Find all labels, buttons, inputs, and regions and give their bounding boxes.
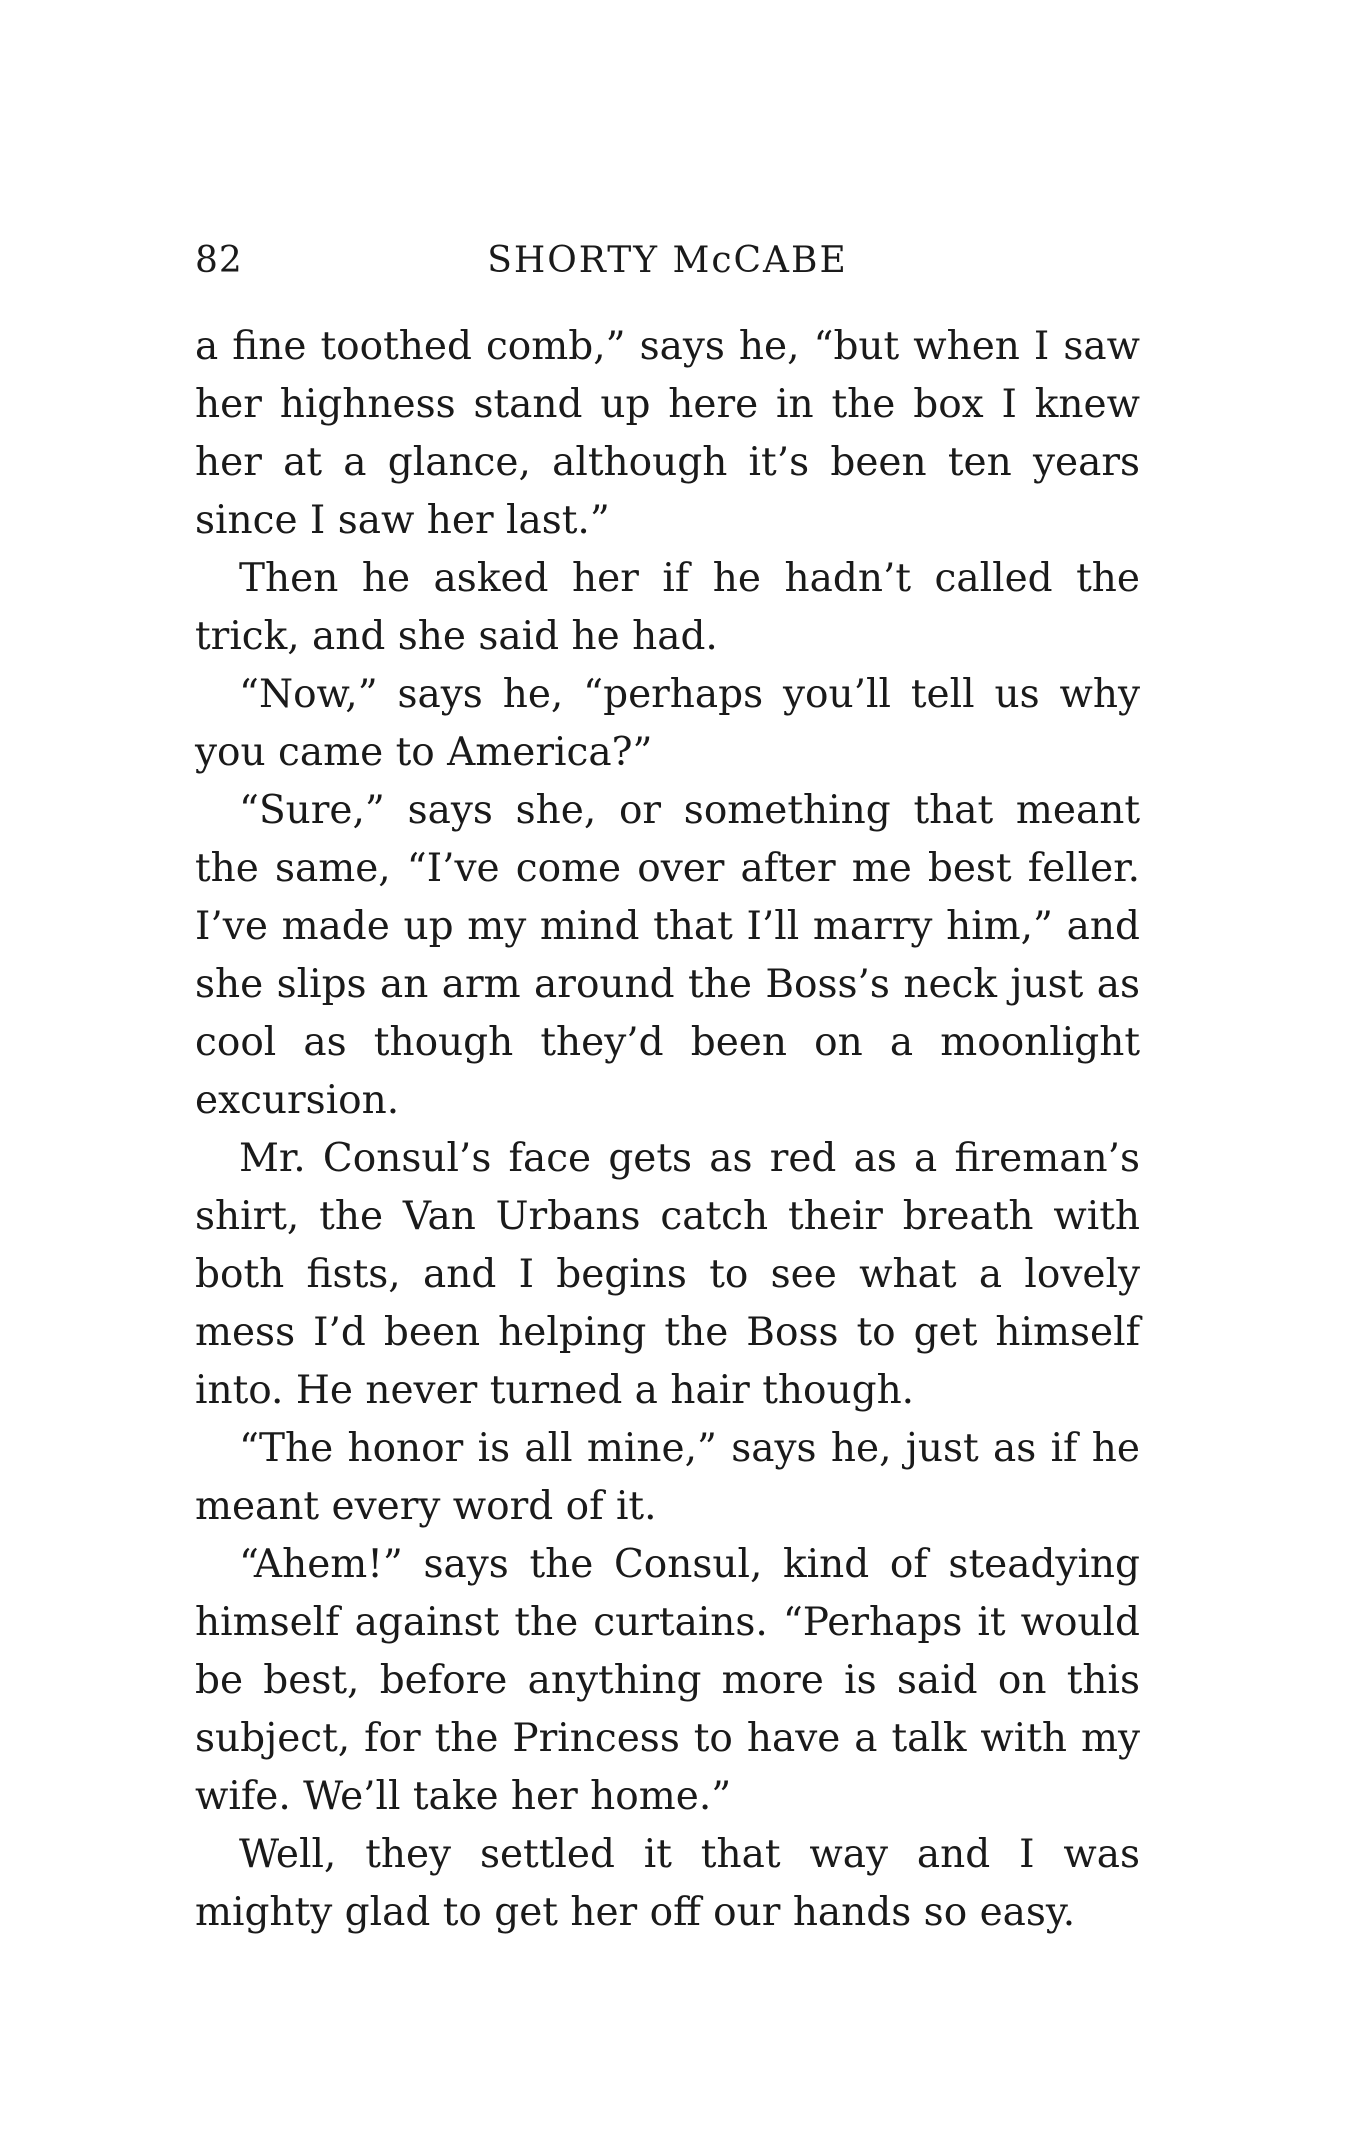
- running-head: SHORTY McCABE: [487, 240, 848, 281]
- paragraph: Well, they settled it that way and I was mighty glad to get her off our hands so easy.: [195, 1832, 1140, 1935]
- page-header: [195, 240, 1140, 290]
- paragraph: “Sure,” says she, or something that meant the same, “I’ve come over after me best feller. I’ve made up my mind that I’ll marry him,” and she slips an arm around the Boss’s neck just as cool as though they’d been on a moonlight excursion.: [195, 788, 1140, 1123]
- paragraph: Then he asked her if he hadn’t called the trick, and she said he had.: [195, 556, 1140, 659]
- paragraph-continued: a fine toothed comb,” says he, “but when I saw her highness stand up here in the box I knew her at a glance, although it’s been ten years since I saw her last.”: [195, 324, 1140, 543]
- paragraph: “Now,” says he, “perhaps you’ll tell us why you came to America?”: [195, 672, 1140, 775]
- paragraph: Mr. Consul’s face gets as red as a fireman’s shirt, the Van Urbans catch their breath with both fists, and I begins to see what a lovely mess I’d been helping the Boss to get himself into. He never turned a hair though.: [195, 1136, 1140, 1413]
- paragraph: “The honor is all mine,” says he, just as if he meant every word of it.: [195, 1426, 1140, 1529]
- body-text: [195, 318, 1140, 1942]
- page-number: 82: [195, 240, 243, 281]
- paragraph: “Ahem!” says the Consul, kind of steadying himself against the curtains. “Perhaps it would be best, before anything more is said on this subject, for the Princess to have a talk with my wife. We’ll take her home.”: [195, 1542, 1140, 1819]
